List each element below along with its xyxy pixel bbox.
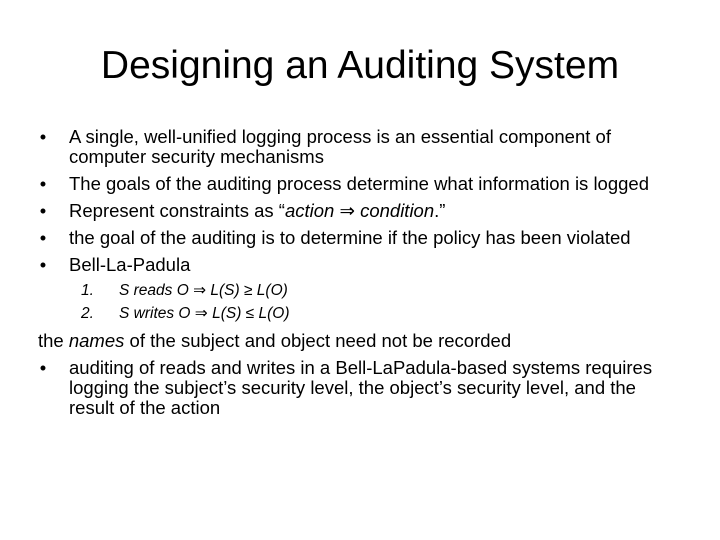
plain-text-line [38,331,676,351]
slide-title: Designing an Auditing System [100,44,620,87]
bullet-text-prefix: Represent constraints as “ [69,200,285,221]
bullet-text-suffix: .” [434,200,446,221]
bullet-text: the goal of the auditing is to determine if the policy has been violated [69,227,631,248]
item-number: 2. [81,305,94,322]
bullet-text: auditing of reads and writes in a Bell-LaPadula-based systems requires logging the subject’s security level, the object’s security level, and the result of the action [69,357,653,418]
item-text: S reads O ⇒ L(S) ≥ L(O) [119,282,288,299]
bullet-text: The goals of the auditing process determine what information is logged [69,173,650,194]
numbered-item [81,279,676,302]
bullet-dot: • [39,357,47,378]
numbered-sub-list [36,279,676,325]
bullet-item [36,127,676,167]
bullet-item [36,174,676,194]
bullet-dot: • [39,173,47,194]
bullet-item [36,201,676,221]
item-number: 1. [81,282,94,299]
bullet-text: Bell-La-Padula [69,254,191,275]
bullet-dot: • [39,254,47,275]
slide-body [36,127,676,425]
bullet-item [36,255,676,275]
plain-prefix: the [38,330,69,351]
bullet-item [36,228,676,248]
bullet-dot: • [39,227,47,248]
bullet-dot: • [39,200,47,221]
bullet-text: A single, well-unified logging process is an essential component of computer security mechanisms [69,126,611,167]
bullet-item [36,358,676,418]
bullet-dot: • [39,126,47,147]
item-text: S writes O ⇒ L(S) ≤ L(O) [119,305,290,322]
plain-italic: names [68,330,125,351]
bullet-text-italic: action ⇒ condition [284,200,435,221]
plain-suffix: of the subject and object need not be recorded [124,330,512,351]
numbered-item [81,302,676,325]
